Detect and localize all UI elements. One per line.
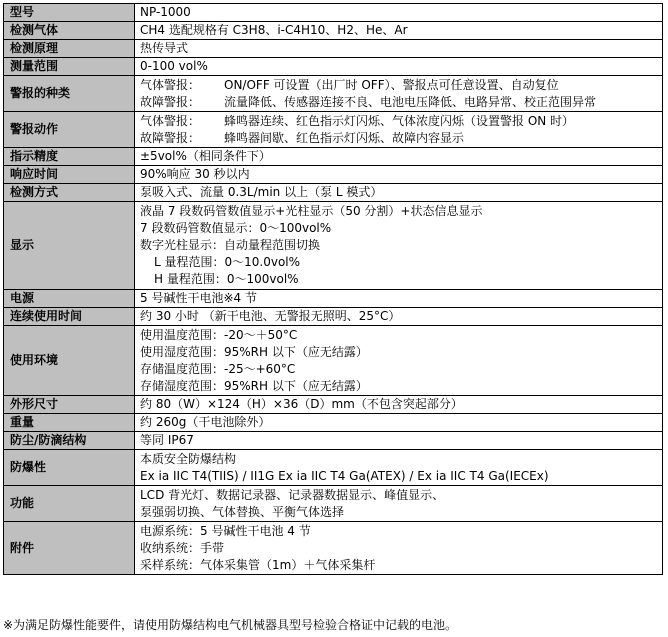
row-value — [135, 112, 663, 148]
row-alarm-types — [4, 76, 663, 112]
row-label: 附件 — [4, 522, 135, 575]
row-principle — [4, 40, 663, 58]
row-model — [4, 4, 663, 22]
value-line: 本质安全防爆结构 — [140, 451, 237, 466]
value-line: 存储湿度范围：95%RH 以下（应无结露） — [140, 378, 368, 393]
row-value: ±5vol%（相同条件下） — [135, 148, 663, 166]
row-detected-gas — [4, 22, 663, 40]
row-range — [4, 58, 663, 76]
row-value — [135, 202, 663, 290]
row-dimensions — [4, 396, 663, 414]
row-value: 90%响应 30 秒以内 — [135, 166, 663, 184]
row-label: 显示 — [4, 202, 135, 290]
row-value: 约 30 小时 （新干电池、无警报无照明、25°C） — [135, 308, 663, 326]
row-functions — [4, 486, 663, 522]
row-value — [135, 486, 663, 522]
row-value — [135, 450, 663, 486]
row-value — [135, 326, 663, 396]
row-value — [135, 522, 663, 575]
row-label: 外形尺寸 — [4, 396, 135, 414]
value-line: Ex ia IIC T4(TIIS) / II1G Ex ia IIC T4 Ga(ATEX) / Ex ia IIC T4 Ga(IECEx) — [140, 468, 549, 483]
value-line: 采样系统：气体采集管（1m）＋气体采集杆 — [140, 557, 376, 572]
row-value: NP-1000 — [135, 4, 663, 22]
row-accessories — [4, 522, 663, 575]
row-value: 约 80（W）×124（H）×36（D）mm（不包含突起部分） — [135, 396, 663, 414]
row-label: 警报动作 — [4, 112, 135, 148]
row-ingress-protection — [4, 432, 663, 450]
row-weight — [4, 414, 663, 432]
row-value: 等同 IP67 — [135, 432, 663, 450]
row-label: 测量范围 — [4, 58, 135, 76]
value-line — [140, 130, 662, 147]
row-label: 检测气体 — [4, 22, 135, 40]
row-label: 警报的种类 — [4, 76, 135, 112]
row-label: 使用环境 — [4, 326, 135, 396]
line-text: 流量降低、传感器连接不良、电池电压降低、电路异常、校正范围异常 — [224, 94, 597, 109]
spec-table — [3, 3, 663, 575]
row-response-time — [4, 166, 663, 184]
row-value — [135, 76, 663, 112]
row-label: 检测方式 — [4, 184, 135, 202]
value-line — [140, 77, 662, 94]
line-key: 气体警报： — [140, 77, 201, 92]
row-label: 连续使用时间 — [4, 308, 135, 326]
row-power — [4, 290, 663, 308]
value-line: 使用湿度范围：95%RH 以下（应无结露） — [140, 344, 368, 359]
row-alarm-actions — [4, 112, 663, 148]
value-line: 液晶 7 段数码管数值显示+光柱显示（50 分割）+状态信息显示 — [140, 204, 483, 218]
row-label: 指示精度 — [4, 148, 135, 166]
row-value: 约 260g（干电池除外） — [135, 414, 663, 432]
value-line: 电源系统：5 号碱性干电池 4 节 — [140, 523, 311, 538]
row-label: 功能 — [4, 486, 135, 522]
row-environment — [4, 326, 663, 396]
row-label: 检测原理 — [4, 40, 135, 58]
row-label: 防爆性 — [4, 450, 135, 486]
value-line: 7 段数码管数值显示：0～100vol% — [140, 221, 332, 235]
row-continuous-use — [4, 308, 663, 326]
row-value: 5 号碱性干电池※4 节 — [135, 290, 663, 308]
row-value: CH4 选配规格有 C3H8、i-C4H10、H2、He、Ar — [135, 22, 663, 40]
value-line — [140, 113, 662, 130]
row-value: 泵吸入式、流量 0.3L/min 以上（泵 L 模式） — [135, 184, 663, 202]
line-key: 故障警报： — [140, 130, 201, 145]
row-label: 响应时间 — [4, 166, 135, 184]
line-text: 蜂鸣器连续、红色指示灯闪烁、气体浓度闪烁（设置警报 ON 时） — [224, 113, 575, 128]
row-value: 热传导式 — [135, 40, 663, 58]
row-detection-method — [4, 184, 663, 202]
line-key: 故障警报： — [140, 94, 201, 109]
line-text: ON/OFF 可设置（出厂时 OFF）、警报点可任意设置、自动复位 — [224, 77, 559, 92]
row-display — [4, 202, 663, 290]
value-line: 泵强弱切换、气体替换、平衡气体选择 — [140, 504, 345, 519]
value-line: 使用温度范围：-20～＋50°C — [140, 327, 298, 342]
row-value: 0-100 vol% — [135, 58, 663, 76]
line-text: 蜂鸣器间歇、红色指示灯闪烁、故障内容显示 — [224, 130, 465, 145]
value-line: H 量程范围：0～100vol% — [154, 272, 299, 286]
row-label: 重量 — [4, 414, 135, 432]
line-key: 气体警报： — [140, 113, 201, 128]
footnote: ※为满足防爆性能要件，请使用防爆结构电气机械器具型号检验合格证中记载的电池。 — [3, 618, 458, 632]
value-line — [140, 94, 662, 111]
value-line: 存储温度范围：-25～+60°C — [140, 361, 296, 376]
row-label: 型号 — [4, 4, 135, 22]
row-explosion-proof — [4, 450, 663, 486]
value-line: L 量程范围：0～10.0vol% — [154, 255, 301, 269]
row-accuracy — [4, 148, 663, 166]
value-line: 数字光柱显示：自动量程范围切换 — [140, 238, 321, 252]
value-line: LCD 背光灯、数据记录器、记录器数据显示、峰值显示、 — [140, 487, 445, 502]
row-label: 电源 — [4, 290, 135, 308]
row-label: 防尘/防滴结构 — [4, 432, 135, 450]
value-line: 收纳系统：手带 — [140, 540, 225, 555]
